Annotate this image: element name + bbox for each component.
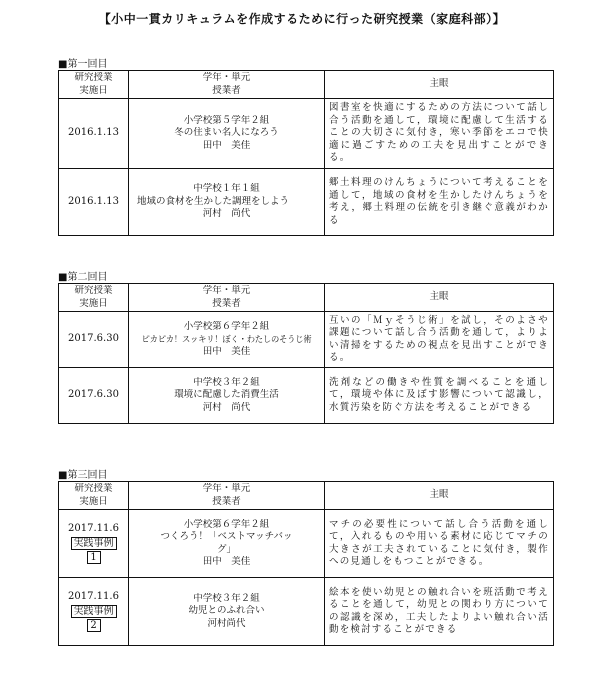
aim-cell: 互いの「Ｍｙそうじ術」を試し，そのよさや課題について話し合う活動を通して，よりよい清掃をするための視点を見出すことができる。: [325, 312, 554, 368]
date-cell: 2017.6.30: [59, 312, 129, 368]
aim-cell: マチの必要性について話し合う活動を通して，入れるものや用いる素材に応じてマチの大きさが工夫されていることに気付き，製作への見通しをもつことができる。: [325, 510, 554, 578]
table-row: [59, 169, 554, 236]
round-1-label: ■第一回目: [58, 59, 108, 70]
teacher-text: 河村 尚代: [202, 401, 251, 413]
unit-text: 地域の食材を生かした調理をしよう: [137, 195, 290, 207]
teacher-text: 田中 美佳: [202, 345, 251, 357]
date-text: 2017.11.6: [68, 523, 119, 535]
aim-cell: 郷土料理のけんちょうについて考えることを通して，地域の食材を生かしたけんちょうを考え，郷土料理の伝統を引き継ぐ意義がわかる: [325, 169, 554, 236]
round-2-label: ■第二回目: [58, 272, 108, 283]
header-date: 研究授業 実施日: [59, 71, 129, 99]
unit-text: 幼児とのふれ合い: [188, 605, 265, 617]
date-cell: 2017.6.30: [59, 368, 129, 424]
header-aim: 主眼: [325, 71, 554, 99]
table-row: [59, 578, 554, 646]
header-aim: 主眼: [325, 482, 554, 510]
unit-cell: [129, 368, 325, 424]
grade-text: 中学校１年１組: [193, 183, 260, 195]
date-cell: 2016.1.13: [59, 169, 129, 236]
case-study-label: 実践事例: [71, 537, 117, 550]
header-unit: 学年・単元 授業者: [129, 284, 325, 312]
header-unit: 学年・単元 授業者: [129, 71, 325, 99]
case-study-number: 1: [87, 551, 101, 564]
unit-cell: [129, 312, 325, 368]
grade-text: 中学校３年２組: [193, 592, 260, 604]
grade-text: 小学校第６学年２組: [183, 518, 270, 530]
date-cell: 2016.1.13: [59, 99, 129, 169]
date-cell: [59, 578, 129, 646]
aim-cell: 洗剤などの働きや性質を調べることを通して，環境や体に及ぼす影響について認識し，水質汚染を防ぐ方法を考えることができる: [325, 368, 554, 424]
case-study-number: 2: [87, 619, 101, 632]
unit-text: つくろう！「ベストマッチバッ: [160, 531, 293, 542]
unit-text: ピカピカ！スッキリ！ぼく・わたしのそうじ術: [141, 334, 312, 345]
case-study-label: 実践事例: [71, 605, 117, 618]
table-row: [59, 368, 554, 424]
round-1-table: [58, 70, 554, 236]
date-cell: [59, 510, 129, 578]
table-row: [59, 99, 554, 169]
round-3-label: ■第三回目: [58, 470, 108, 481]
header-aim: 主眼: [325, 284, 554, 312]
grade-text: 中学校３年２組: [193, 376, 260, 388]
round-2-table: [58, 283, 554, 424]
aim-cell: 図書室を快適にするための方法について話し合う活動を通して，環境に配慮して生活することの大切さに気付き，寒い季節をエコで快適に過ごすための工夫を見出すことができる。: [325, 99, 554, 169]
round-3-table: [58, 481, 554, 646]
unit-cell: [129, 99, 325, 169]
table-row: [59, 510, 554, 578]
header-date: 研究授業 実施日: [59, 284, 129, 312]
table-header-row: [59, 71, 554, 99]
unit-cell: [129, 169, 325, 236]
unit-text: 冬の住まい名人になろう: [174, 127, 279, 139]
table-header-row: [59, 482, 554, 510]
date-text: 2017.11.6: [68, 591, 119, 603]
unit-text-cont: グ」: [216, 543, 236, 555]
page-title: 【小中一貫カリキュラムを作成するために行った研究授業（家庭科部）】: [98, 12, 506, 26]
grade-text: 小学校第５学年２組: [183, 114, 270, 126]
table-header-row: [59, 284, 554, 312]
unit-cell: [129, 578, 325, 646]
unit-text: 環境に配慮した消費生活: [174, 389, 279, 401]
aim-cell: 絵本を使い幼児との触れ合いを班活動で考えることを通して，幼児との関わり方についての認識を深め，工夫したよりよい触れ合い活動を検討することができる: [325, 578, 554, 646]
header-unit: 学年・単元 授業者: [129, 482, 325, 510]
teacher-text: 田中 美佳: [202, 139, 251, 151]
teacher-text: 河村尚代: [207, 617, 246, 629]
teacher-text: 田中 美佳: [202, 556, 251, 567]
teacher-text: 河村 尚代: [202, 208, 251, 220]
header-date: 研究授業 実施日: [59, 482, 129, 510]
grade-text: 小学校第６学年２組: [183, 320, 270, 332]
table-row: [59, 312, 554, 368]
unit-cell: [129, 510, 325, 578]
